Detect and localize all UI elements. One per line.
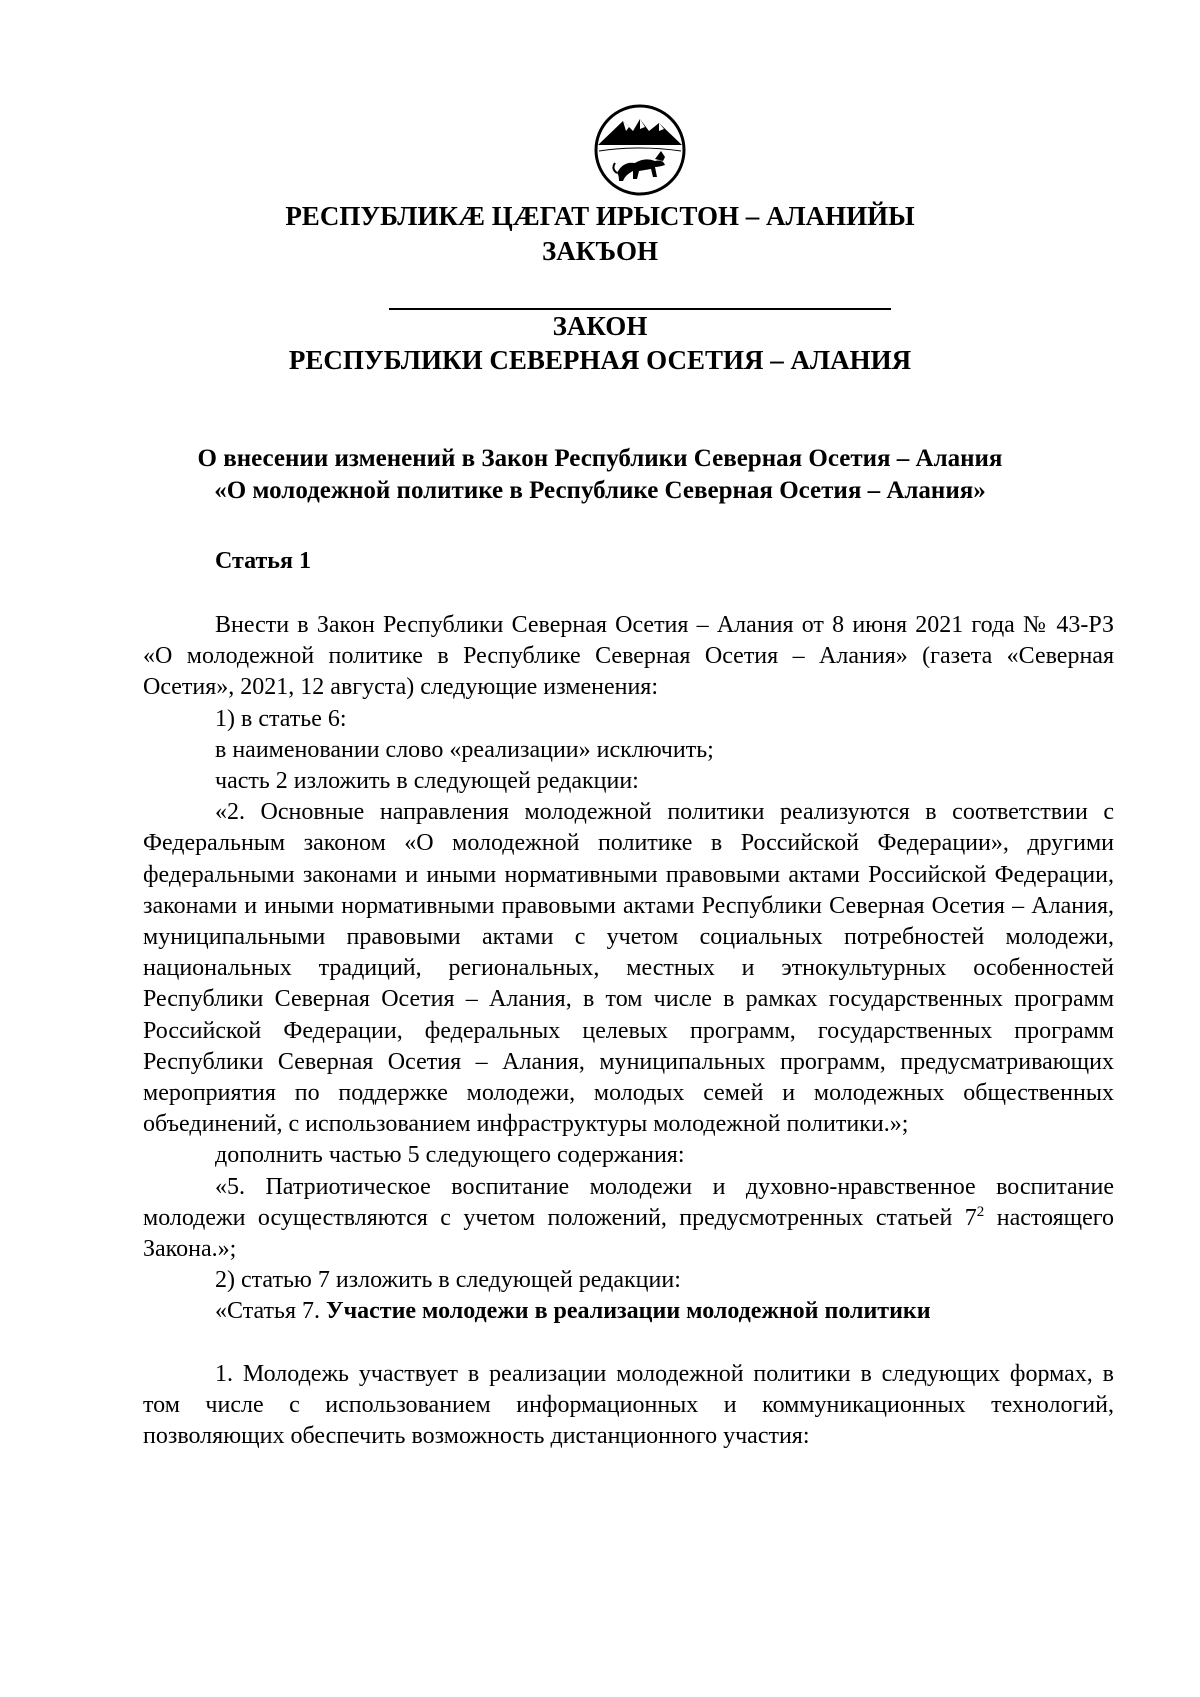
paragraph-article7-part1: 1. Молодежь участвует в реализации молодежной политики в следующих формах, в том числе с использованием информационных и коммуникационных технологий, позволяющих обеспечить возможность дистанционного участия: <box>143 1360 1114 1450</box>
header-russian-line1: ЗАКОН <box>552 311 648 341</box>
header-ossetian-line2: ЗАКЪОН <box>542 236 658 266</box>
article7-title: Участие молодежи в реализации молодежной политики <box>325 1298 931 1325</box>
paragraph-part2: «2. Основные направления молодежной политики реализуются в соответствии с Федеральным законом «О молодежной политике в Российской Федерации», другими федеральными законами и иными нормативными правовыми актами Российской Федерации, законами и иными нормативными правовыми актами Республики Северная Осетия – Алания, муниципальными правовыми актами с учетом социальных потребностей молодежи, национальных традиций, региональных, местных и этнокультурных особенностей Республики Северная Осетия – Алания, в том числе в рамках государственных программ Российской Федерации, федеральных целевых программ, государственных программ Республики Северная Осетия – Алания, муниципальных программ, предусматривающих мероприятия по поддержке молодежи, молодых семей и молодежных общественных объединений, с использованием инфраструктуры молодежной политики.»; <box>143 799 1114 1138</box>
paragraph-part5 <box>143 1172 1114 1266</box>
law-title-line1: О внесении изменений в Закон Республики Северная Осетия – Алания <box>197 445 1003 472</box>
paragraph-item1-c: дополнить частью 5 следующего содержания: <box>215 1142 685 1169</box>
document-body <box>143 610 1114 1452</box>
paragraph-article7-heading <box>143 1296 1114 1327</box>
paragraph-item2: 2) статью 7 изложить в следующей редакции: <box>215 1267 681 1294</box>
part5-superscript: 2 <box>976 1203 985 1220</box>
article-heading: Статья 1 <box>215 548 311 574</box>
article7-prefix: «Статья 7. <box>215 1298 326 1325</box>
coat-of-arms-emblem <box>593 101 687 199</box>
header-ossetian-line1: РЕСПУБЛИКÆ ЦÆГАТ ИРЫСТОН – АЛАНИЙЫ <box>285 201 915 231</box>
part5-text-before: «5. Патриотическое воспитание молодежи и духовно-нравственное воспитание молодежи осуществляются с учетом положений, предусмотренных статьей 7 <box>143 1173 1114 1231</box>
paragraph-intro: Внести в Закон Республики Северная Осетия – Алания от 8 июня 2021 года № 43-РЗ «О молодежной политике в Республике Северная Осетия – Алания» (газета «Северная Осетия», 2021, 12 августа) следующие изменения: <box>143 612 1114 701</box>
paragraph-item1-a: в наименовании слово «реализации» исключить; <box>215 736 714 763</box>
law-title-line2: «О молодежной политике в Республике Северная Осетия – Алания» <box>214 477 986 504</box>
header-russian-line2: РЕСПУБЛИКИ СЕВЕРНАЯ ОСЕТИЯ – АЛАНИЯ <box>288 345 912 375</box>
part5-text-after: настоящего Закона.»; <box>143 1204 1115 1263</box>
paragraph-item1: 1) в статье 6: <box>215 705 347 732</box>
paragraph-item1-b: часть 2 изложить в следующей редакции: <box>215 768 639 795</box>
